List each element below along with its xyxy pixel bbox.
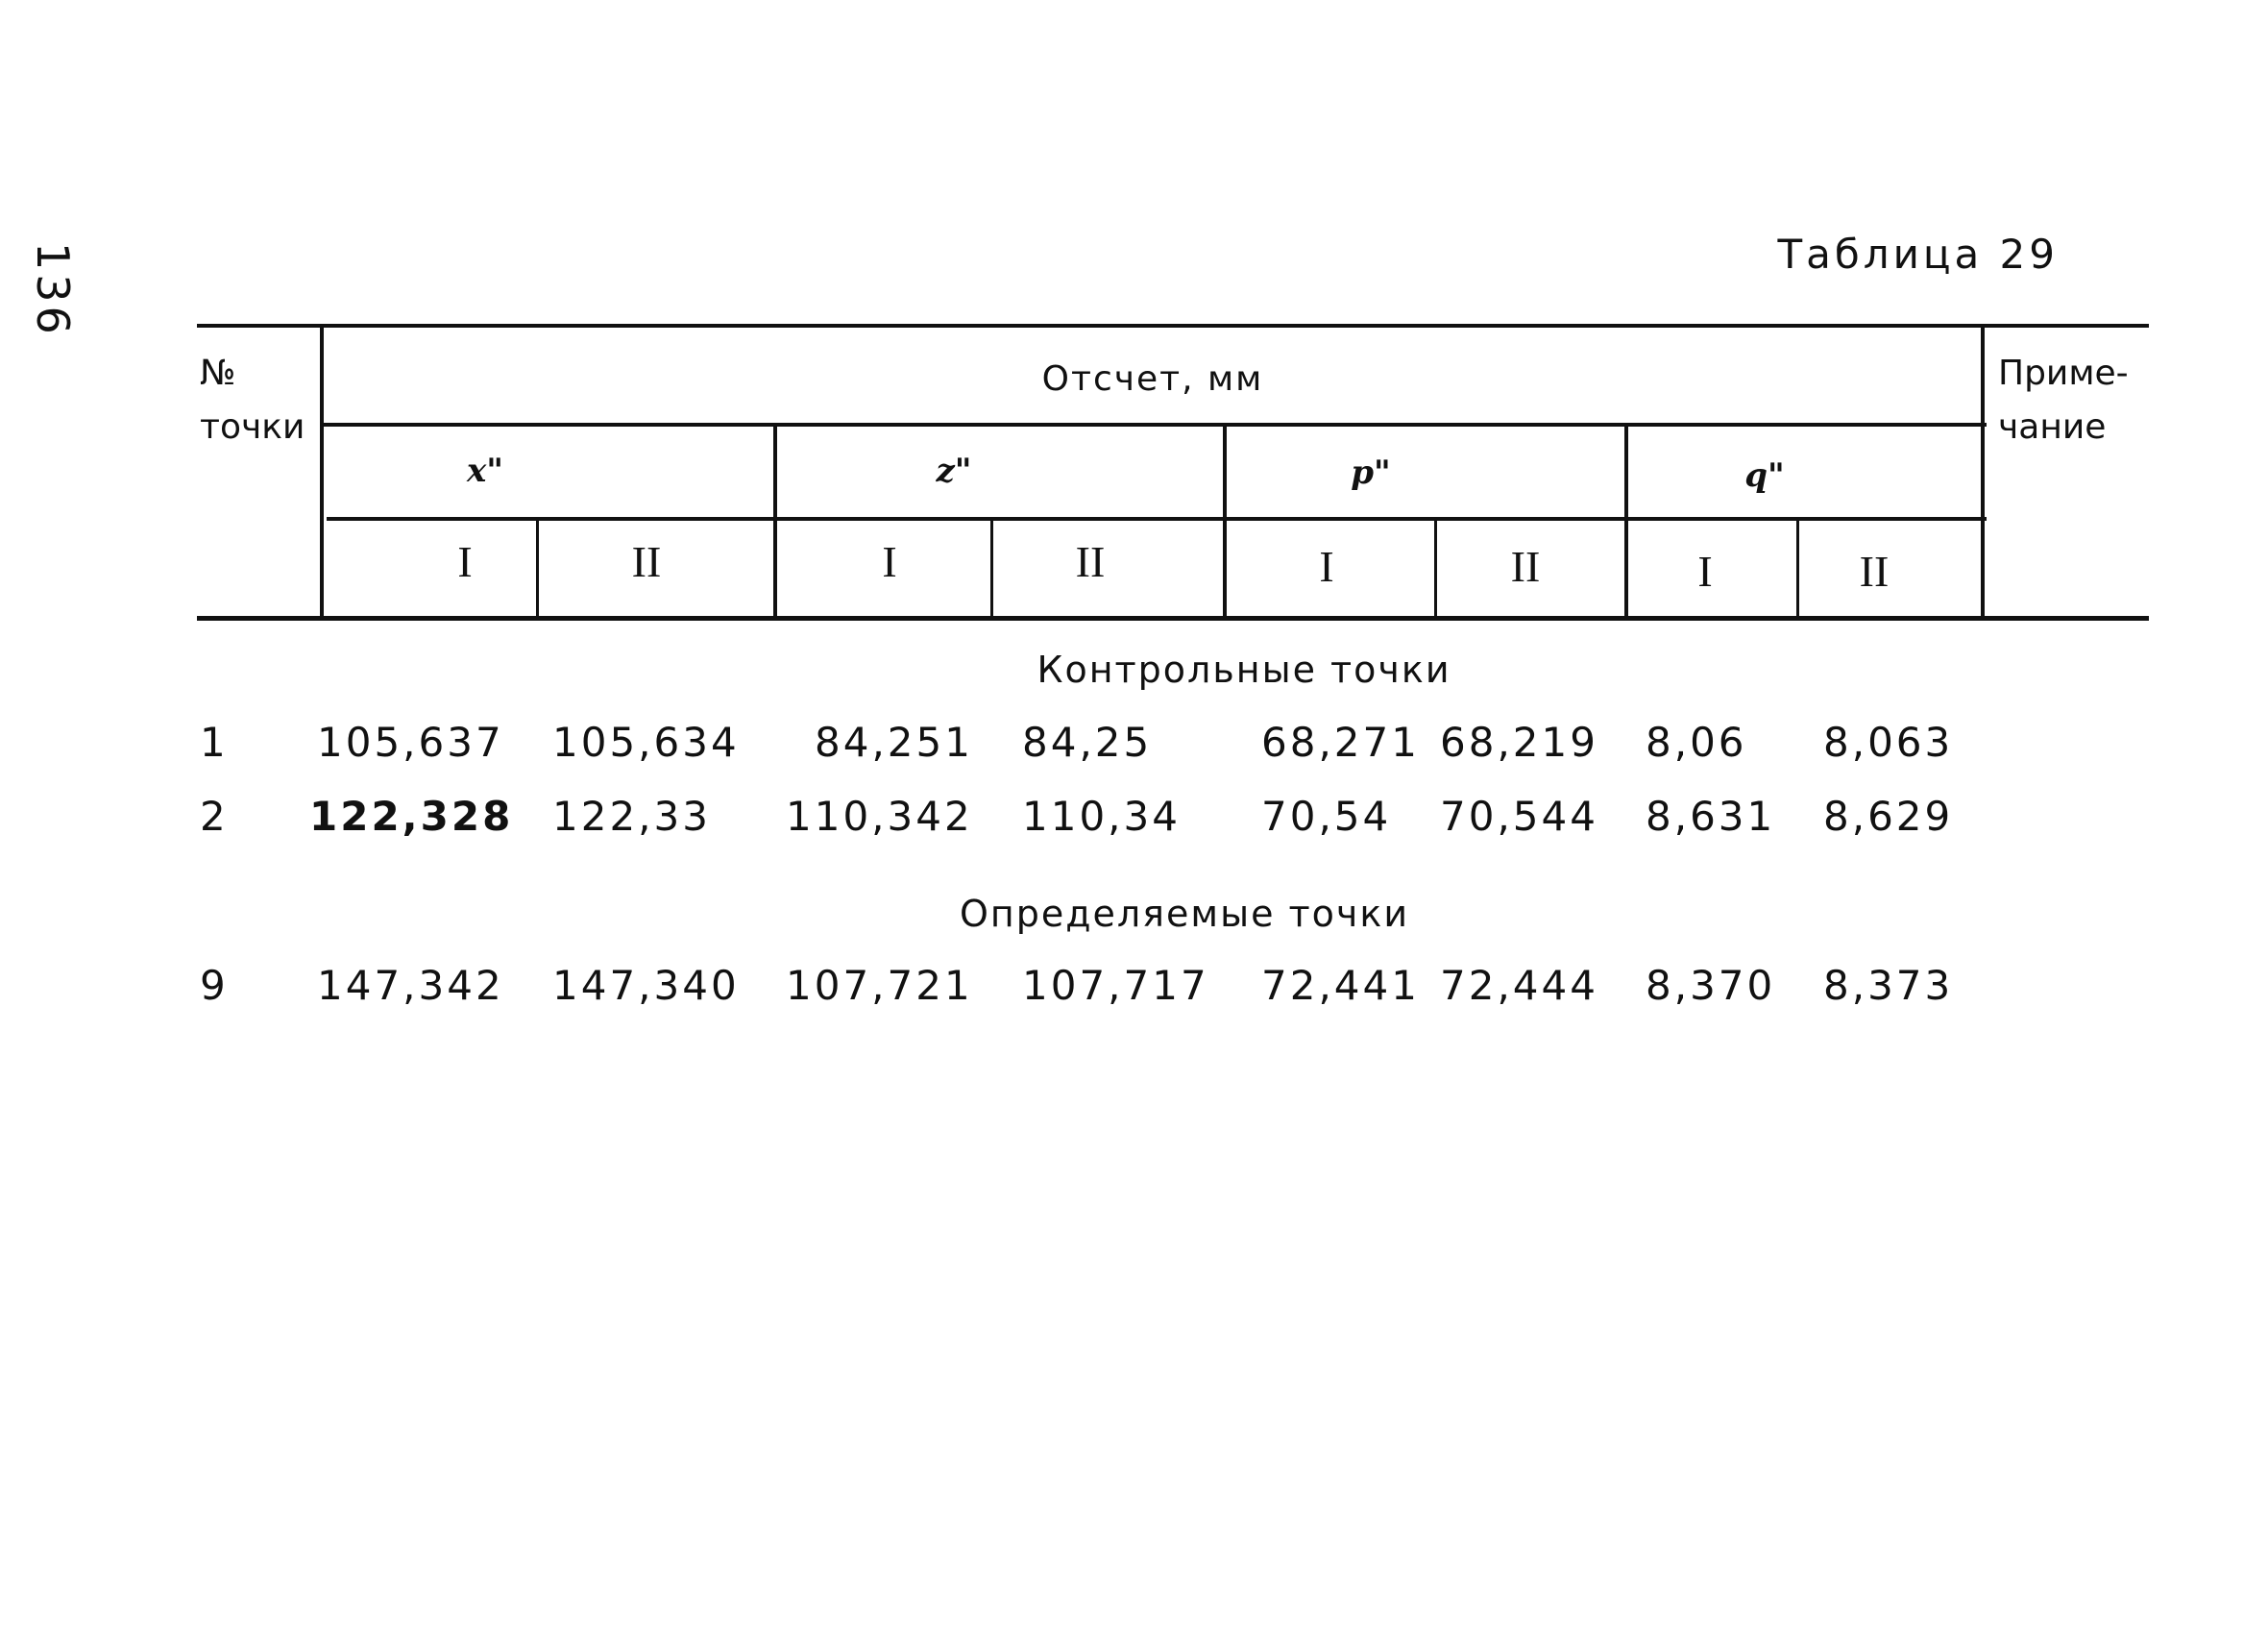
header-sub-rule [327, 517, 1987, 521]
position-label: I [1697, 547, 1713, 596]
note-label-line2: чание [1998, 407, 2107, 447]
point-cell: 9 [200, 962, 229, 1009]
header-top-rule [197, 324, 2149, 328]
variable-q: q" [1744, 456, 1785, 495]
value-cell: 70,544 [1440, 793, 1598, 840]
value-cell: 70,54 [1261, 793, 1392, 840]
point-cell: 1 [200, 719, 229, 766]
value-cell: 107,717 [1022, 962, 1209, 1009]
table-row [0, 719, 2268, 776]
value-cell: 72,441 [1261, 962, 1420, 1009]
var-divider-3 [1624, 423, 1628, 621]
value-cell: 105,637 [317, 719, 504, 766]
variable-z: z" [936, 452, 972, 490]
page-number: 136 [27, 242, 79, 338]
pos-divider-3 [1434, 517, 1437, 621]
point-cell: 2 [200, 793, 229, 840]
note-label-line1: Приме- [1998, 354, 2129, 393]
header-bottom-rule [197, 616, 2149, 621]
variable-p: p" [1351, 454, 1391, 492]
pos-divider-4 [1796, 517, 1799, 621]
value-cell: 147,342 [317, 962, 504, 1009]
section-title-determined-points: Определяемые точки [959, 893, 1410, 935]
header-mid-rule [322, 423, 1987, 427]
value-cell: 8,063 [1823, 719, 1954, 766]
value-cell: 72,444 [1440, 962, 1598, 1009]
value-cell: 110,34 [1022, 793, 1181, 840]
value-cell: 84,25 [1022, 719, 1153, 766]
value-cell: 68,219 [1440, 719, 1598, 766]
value-cell: 84,251 [815, 719, 973, 766]
value-cell: 147,340 [552, 962, 740, 1009]
var-divider-1 [773, 423, 777, 621]
value-cell: 122,328 [309, 793, 514, 840]
table-row [0, 793, 2268, 850]
value-cell: 8,373 [1823, 962, 1954, 1009]
position-label: II [1075, 537, 1106, 586]
value-cell: 122,33 [552, 793, 711, 840]
var-divider-2 [1223, 423, 1227, 621]
point-label: точки [200, 407, 305, 447]
section-title-control-points: Контрольные точки [1036, 649, 1451, 691]
position-label: II [1510, 542, 1541, 591]
value-cell: 105,634 [552, 719, 740, 766]
value-cell: 110,342 [786, 793, 973, 840]
position-label: I [882, 537, 897, 586]
position-label: II [631, 537, 662, 586]
position-label: I [457, 537, 473, 586]
variable-x: x" [467, 452, 503, 490]
value-cell: 8,629 [1823, 793, 1954, 840]
position-label: II [1859, 547, 1890, 596]
pos-divider-2 [990, 517, 993, 621]
value-cell: 107,721 [786, 962, 973, 1009]
reading-title: Отсчет, мм [1041, 359, 1264, 399]
position-label: I [1319, 542, 1334, 591]
value-cell: 8,06 [1646, 719, 1747, 766]
value-cell: 8,370 [1646, 962, 1776, 1009]
point-column-divider [320, 324, 324, 621]
value-cell: 8,631 [1646, 793, 1776, 840]
point-number-sign: № [200, 354, 236, 393]
table-row [0, 962, 2268, 1019]
table-caption: Таблица 29 [1777, 231, 2059, 278]
note-column-divider [1981, 324, 1985, 621]
value-cell: 68,271 [1261, 719, 1420, 766]
pos-divider-1 [536, 517, 539, 621]
